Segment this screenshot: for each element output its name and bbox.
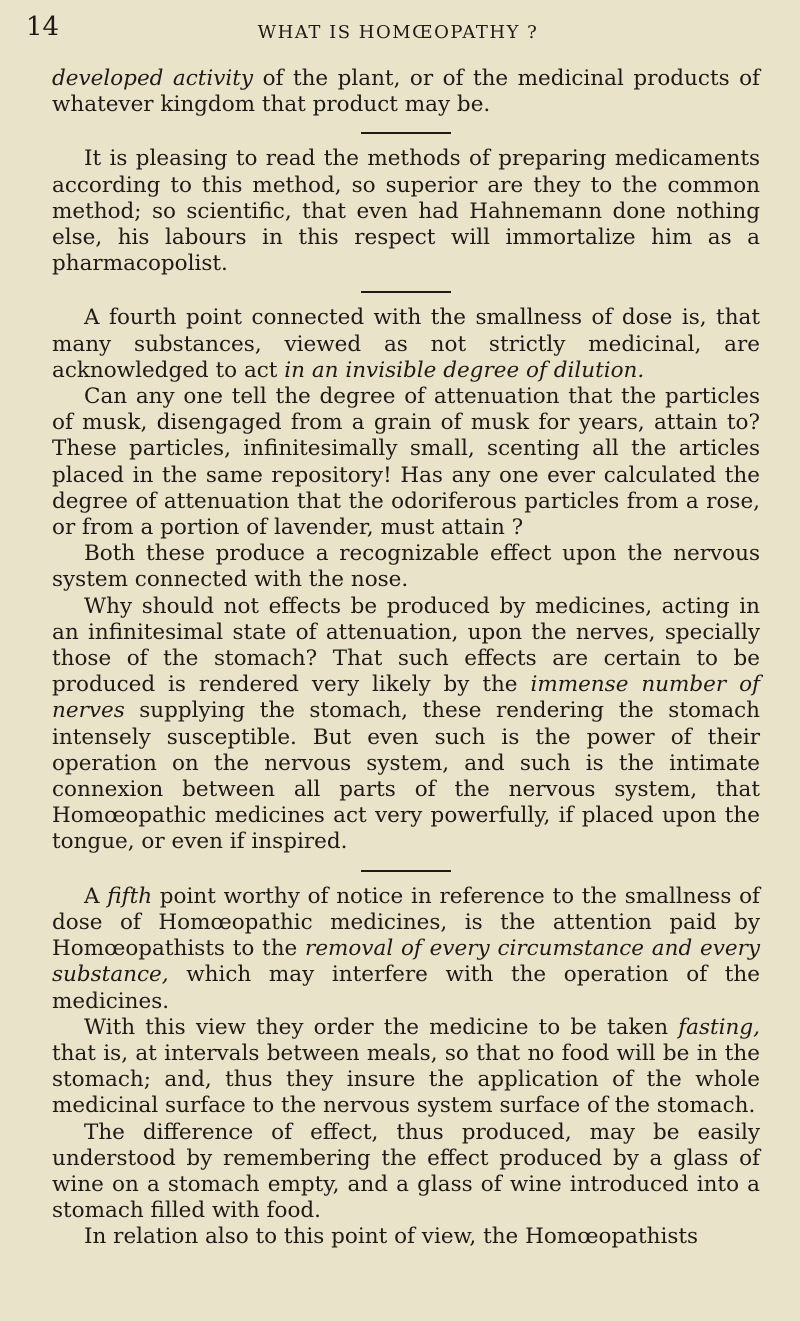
paragraph-5: Both these produce a recognizable effect upon the nervous system connected with the nose. — [52, 541, 760, 593]
paragraph-4: Can any one tell the degree of attenuation that the particles of musk, disengaged from a grain of musk for years, attain to? These particles, infinitesimally small, scenting all the articles placed in the same repository! Has any one ever calculated the degree of attenuation that the odoriferous particles from a rose, or from a portion of lavender, must attain ? — [52, 384, 760, 541]
body-text — [52, 66, 760, 1251]
text-run: Why should not effects be produced by medicines, acting in an infinitesimal state of attenuation, upon the nerves, specially those of the stomach? That such effects are certain to be produced is rendered very likely by the — [52, 593, 760, 698]
paragraph-1 — [52, 66, 760, 118]
paragraph-7 — [52, 884, 760, 1015]
italic-phrase: immense number of nerves — [52, 672, 760, 724]
italic-phrase: developed activity — [52, 66, 254, 91]
running-title: WHAT IS HOMŒOPATHY ? — [257, 22, 539, 43]
text-run: of the plant, or of the medicinal products of whatever kingdom that product may be. — [52, 66, 760, 118]
paragraph-9: The difference of effect, thus produced, may be easily understood by remembering the effect produced by a glass of wine on a stomach empty, and a glass of wine introduced into a stomach filled with food. — [52, 1119, 760, 1224]
text-run: that is, at intervals between meals, so that no food will be in the stomach; and, thus they insure the application of the whole medicinal surface to the nervous system surface of the stomach. — [52, 1040, 760, 1119]
section-divider — [361, 870, 451, 872]
section-divider — [361, 132, 451, 134]
italic-phrase: fasting, — [678, 1014, 760, 1040]
page-number: 14 — [26, 12, 60, 42]
text-run: which may interfere with the operation of the medicines. — [52, 962, 760, 1014]
italic-phrase: removal of every circumstance and every substance, — [52, 936, 760, 988]
text-run: supplying the stomach, these rendering the stomach intensely susceptible. But even such is the power of their operation on the nervous system, and such is the intimate connexion between all parts of the nervous system, that Homœopathic medicines act very powerfully, if placed upon the tongue, or even if inspired. — [52, 698, 760, 855]
text-run: point worthy of notice in reference to the smallness of dose of Homœopathic medicines, is the attention paid by Homœopathists to the — [52, 883, 760, 962]
paragraph-2: It is pleasing to read the methods of preparing medicaments according to this method, so superior are they to the common method; so scientific, that even had Hahnemann done nothing else, his labours in this respect will immortalize him as a pharmacopolist. — [52, 146, 760, 277]
text-run: With this view they order the medicine to be taken — [84, 1014, 679, 1040]
section-divider — [361, 291, 451, 293]
text-run: A fourth point connected with the smallness of dose is, that many substances, viewed as not strictly medicinal, are acknowledged to act — [52, 305, 760, 383]
paragraph-6 — [52, 594, 760, 856]
paragraph-3 — [52, 305, 760, 384]
paragraph-10: In relation also to this point of view, the Homœopathists — [84, 1224, 699, 1250]
text-run: A — [84, 883, 108, 909]
italic-phrase: fifth — [107, 883, 153, 909]
page-header — [26, 12, 770, 52]
italic-phrase: in an invisible degree of dilution. — [284, 357, 645, 383]
paragraph-8 — [52, 1015, 760, 1120]
